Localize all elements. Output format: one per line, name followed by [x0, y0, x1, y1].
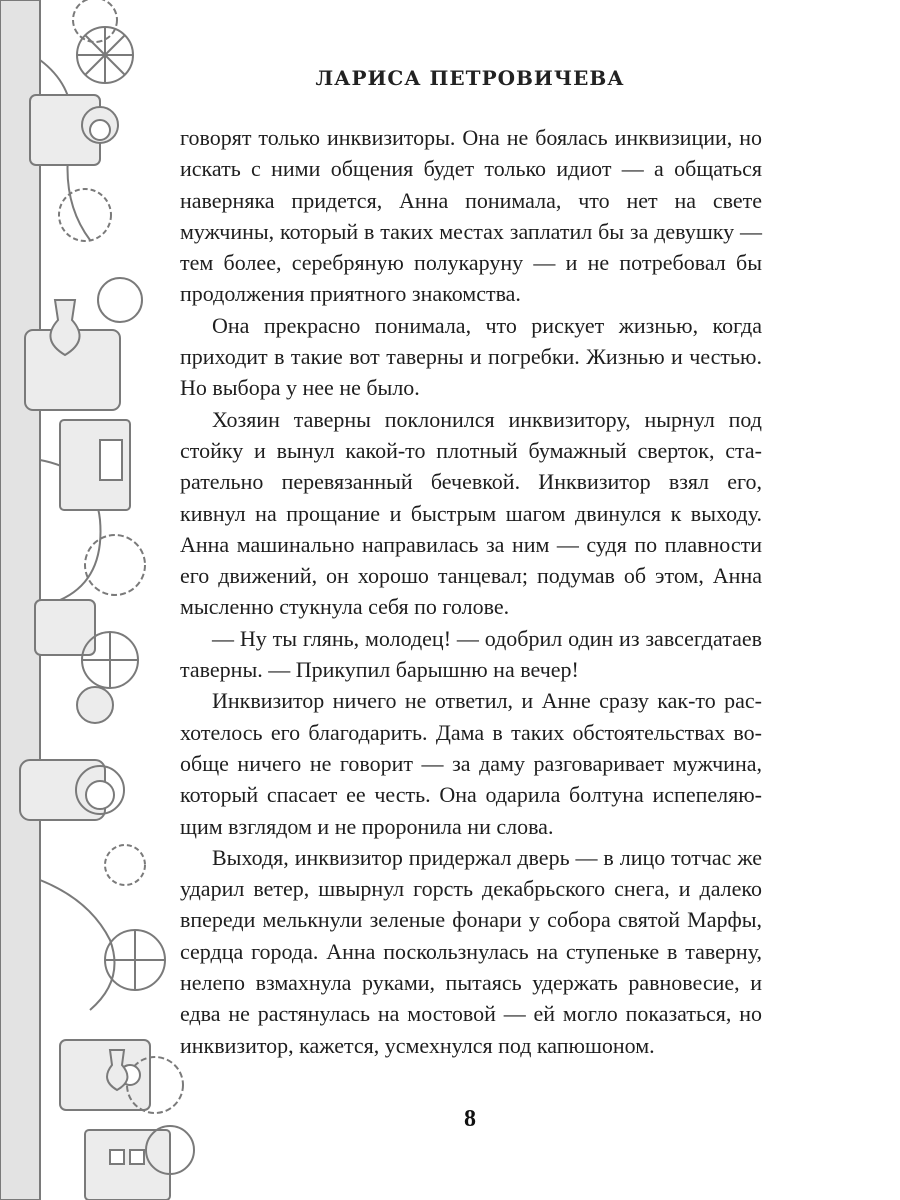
paragraph: говорят только инквизиторы. Она не боялась инквизиции, но искать с ними общения будет только идиот — а общаться наверняка придется, Анна понимала, что нет на свете мужчины, который в таких местах заплатил бы за девушку — тем более, серебряную полукаруну — и не потребовал бы продолжения приятного знакомства.	[180, 125, 762, 307]
ornament-pipe	[0, 0, 40, 1200]
ornament-flask	[50, 300, 79, 355]
ornament-gear	[73, 0, 117, 42]
paragraph: Она прекрасно понимала, что рискует жизнью, когда приходит в такие вот таверны и погребки. Жизнью и честью. Но выбора у нее не было.	[180, 312, 762, 401]
paragraph: Выходя, инквизитор придержал дверь — в лицо тотчас же ударил ветер, швырнул горсть декабрьского снега, и далеко впереди мелькнули зеленые фонари у собора святой Марфы, сердца города. Анна поскользнулась на ступеньке в таверну, нелепо взмахнула руками, пытаясь удержать равновесие, и едва не растянулась на мостовой — ей могло показаться, но инквизитор, кажется, усмехнулся под капюшоном.	[180, 844, 762, 1058]
ornament-gear	[77, 687, 113, 723]
ornament-gear	[98, 278, 142, 322]
ornament-gauge	[86, 781, 114, 809]
ornament-block	[85, 1130, 170, 1200]
page-number: 8	[464, 1106, 476, 1132]
ornament-panel	[100, 440, 122, 480]
ornament-spokes	[77, 27, 133, 83]
body-text	[180, 122, 762, 1061]
ornament-panel	[110, 1150, 124, 1164]
paragraph: Инквизитор ничего не ответил, и Анне сразу как-то расхотелось его благодарить. Дама в таких обстоятельствах вообще ничего не говорит — за даму разговаривает мужчина, который спасает ее честь. Она одарила болтуна испепеляющим взглядом и не проронила ни слова.	[180, 688, 762, 839]
paragraph: — Ну ты глянь, молодец! — одобрил один из завсегдатаев таверны. — Прикупил барышню на вечер!	[180, 625, 762, 683]
ornament-panel	[130, 1150, 144, 1164]
ornament-gear	[105, 845, 145, 885]
paragraph: Хозяин таверны поклонился инквизитору, нырнул под стойку и вынул какой-то плотный бумажный сверток, старательно перевязанный бечевкой. Инквизитор взял его, кивнул на прощание и быстрым шагом двинулся к выходу. Анна машинально направилась за ним — судя по плавности его движений, он хорошо танцевал; подумав об этом, Анна мысленно стукнула себя по голове.	[180, 406, 762, 620]
ornament-gauge	[90, 120, 110, 140]
ornament-pipe	[40, 880, 115, 1010]
running-head-author: ЛАРИСА ПЕТРОВИЧЕВА	[315, 66, 625, 90]
